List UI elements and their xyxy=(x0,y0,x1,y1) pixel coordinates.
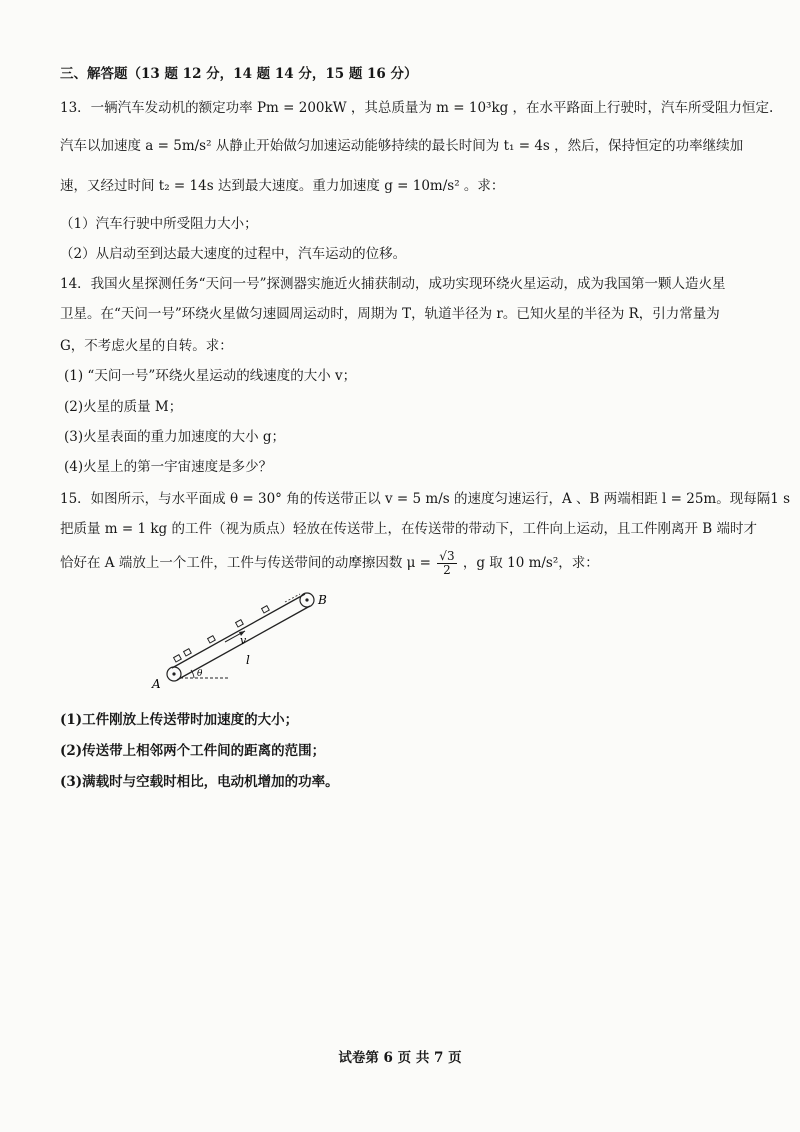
label-v: v xyxy=(240,634,247,647)
q14-subquestion-1: (1) “天问一号”环绕火星运动的线速度的大小 v； xyxy=(64,368,357,384)
label-b: B xyxy=(318,593,327,607)
label-l: l xyxy=(246,653,250,667)
conveyor-belt-diagram xyxy=(150,584,340,694)
label-theta: θ xyxy=(197,669,203,679)
q14-line-3: G，不考虑火星的自转。求： xyxy=(60,338,233,354)
q14-subquestion-2: (2)火星的质量 M； xyxy=(64,399,183,415)
q15-subquestion-3: (3)满载时与空载时相比，电动机增加的功率。 xyxy=(60,774,339,790)
q14-subquestion-4: (4)火星上的第一宇宙速度是多少？ xyxy=(64,459,273,475)
q13-line-2: 汽车以加速度 a = 5m/s² 从静止开始做匀加速运动能够持续的最长时间为 t₁ = 4s ，然后，保持恒定的功率继续加 xyxy=(60,138,744,154)
q15-line-1: 15．如图所示，与水平面成 θ = 30° 角的传送带正以 v = 5 m/s 的速度匀速运行，A 、B 两端相距 l = 25m。现每隔1 s xyxy=(60,491,791,507)
q15-line-3-text-b: ，g 取 10 m/s²，求： xyxy=(462,555,599,571)
friction-coefficient-fraction xyxy=(437,550,456,577)
q15-subquestion-2: (2)传送带上相邻两个工件间的距离的范围； xyxy=(60,743,326,759)
q13-line-1: 13．一辆汽车发动机的额定功率 Pm = 200kW ，其总质量为 m = 10³kg ，在水平路面上行驶时，汽车所受阻力恒定. xyxy=(60,100,774,116)
workpiece-4 xyxy=(236,620,244,627)
workpiece-5 xyxy=(262,606,270,613)
workpiece-3 xyxy=(208,636,216,643)
belt-top-line xyxy=(172,594,305,668)
q13-subquestion-1: （1）汽车行驶中所受阻力大小； xyxy=(60,216,258,232)
workpiece-1 xyxy=(174,655,182,662)
workpieces xyxy=(174,606,270,662)
pulley-a-axle xyxy=(172,672,175,675)
section-header: 三、解答题（13 题 12 分，14 题 14 分，15 题 16 分） xyxy=(60,66,418,82)
q14-line-1: 14．我国火星探测任务“天问一号”探测器实施近火捕获制动，成功实现环绕火星运动，成为我国第一颗人造火星 xyxy=(60,276,726,292)
q15-line-2: 把质量 m = 1 kg 的工件（视为质点）轻放在传送带上，在传送带的带动下，工件向上运动，且工件刚离开 B 端时才 xyxy=(60,521,757,537)
q15-line-3 xyxy=(60,550,760,577)
pulley-b-axle xyxy=(305,598,308,601)
q15-subquestion-1: (1)工件刚放上传送带时加速度的大小； xyxy=(60,712,299,728)
q13-line-3: 速，又经过时间 t₂ = 14s 达到最大速度。重力加速度 g = 10m/s² 。求： xyxy=(60,178,505,194)
workpiece-2 xyxy=(184,649,192,656)
fraction-numerator: √3 xyxy=(439,549,455,563)
q15-line-3-text-a: 恰好在 A 端放上一个工件，工件与传送带间的动摩擦因数 μ = xyxy=(60,555,431,571)
label-a: A xyxy=(152,677,161,691)
q13-subquestion-2: （2）从启动至到达最大速度的过程中，汽车运动的位移。 xyxy=(60,246,407,262)
q14-subquestion-3: (3)火星表面的重力加速度的大小 g； xyxy=(64,429,286,445)
fraction-denominator: 2 xyxy=(443,563,451,577)
q14-line-2: 卫星。在“天问一号”环绕火星做匀速圆周运动时，周期为 T，轨道半径为 r。已知火星的半径为 R，引力常量为 xyxy=(60,306,720,322)
page-footer: 试卷第 6 页 共 7 页 xyxy=(338,1050,462,1066)
